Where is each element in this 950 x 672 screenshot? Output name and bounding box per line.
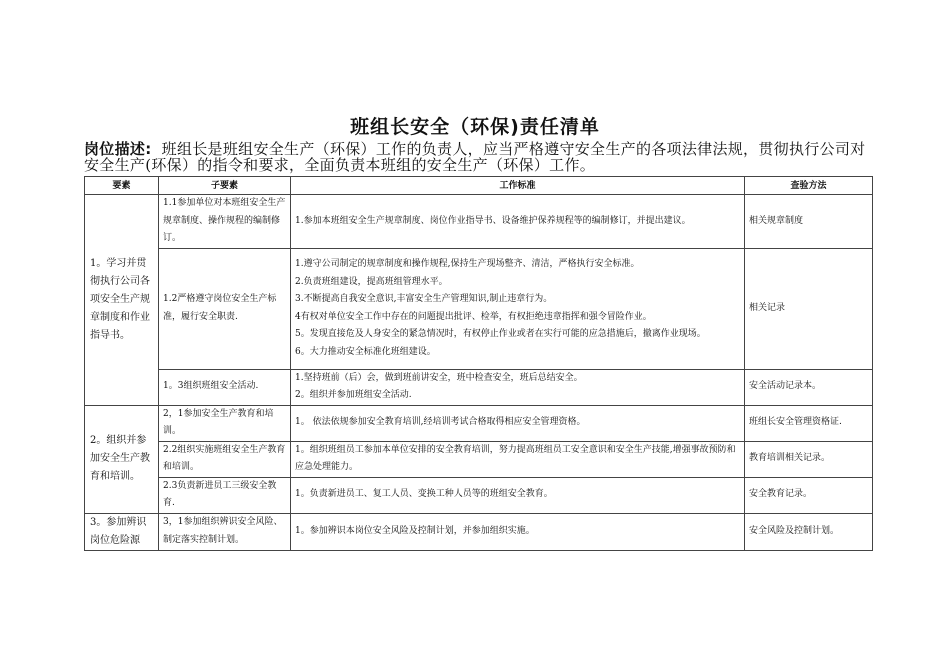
work-standard-cell — [291, 248, 745, 369]
description-text: 班组长是班组安全生产（环保）工作的负责人，应当严格遵守安全生产的各项法律法规，贯彻执行公司对安全生产(环保）的指令和要求，全面负责本班组的安全生产（环保）工作。 — [84, 140, 866, 174]
standard-item: 1。参加辨识本岗位安全风险及控制计划，并参加组织实施。 — [295, 525, 535, 536]
table-header-row — [85, 177, 873, 195]
sub-element-cell: 2.3负责新进员工三级安全教育. — [159, 477, 291, 513]
sub-element-cell: 1。3组织班组安全活动. — [159, 369, 291, 405]
element-cell: 3。参加辨识岗位危险源 — [85, 513, 159, 550]
sub-element-cell: 1.1参加单位对本班组安全生产规章制度、操作规程的编制修订。 — [159, 195, 291, 249]
table-row — [85, 248, 873, 369]
sub-element-cell: 2.2组织实施班组安全生产教育和培训。 — [159, 441, 291, 477]
standard-item: 6。大力推动安全标准化班组建设。 — [295, 346, 436, 357]
table-row — [85, 195, 873, 249]
standard-item: 1。负责新进员工、复工人员、变换工种人员等的班组安全教育。 — [295, 489, 553, 500]
standard-item: 3.不断提高自我安全意识,丰富安全生产管理知识,制止违章行为。 — [295, 294, 553, 304]
standard-item: 5。发现直接危及人身安全的紧急情况时，有权停止作业或者在实行可能的应急措施后，撤离作业现场。 — [295, 329, 706, 339]
work-standard-cell — [291, 513, 745, 550]
page-title: 班组长安全（环保)责任清单 — [350, 116, 600, 138]
standard-item: 1。组织班组员工参加本单位安排的安全教育培训，努力提高班组员工安全意识和安全生产技能,增强事故预防和应急处理能力。 — [295, 444, 736, 472]
header-element: 要素 — [85, 177, 159, 195]
table-row — [85, 477, 873, 513]
check-method-cell: 相关规章制度 — [745, 195, 873, 249]
standard-item: 2.负责班组建设，提高班组管理水平。 — [295, 276, 448, 287]
work-standard-cell — [291, 369, 745, 405]
check-method-cell: 相关记录 — [745, 248, 873, 369]
header-sub-element: 子要素 — [159, 177, 291, 195]
job-description — [84, 141, 872, 173]
check-method-cell: 安全教育记录。 — [745, 477, 873, 513]
sub-element-cell: 3，1参加组织辨识安全风险、制定落实控制计划。 — [159, 513, 291, 550]
element-cell: 1。学习并贯彻执行公司各项安全生产规章制度和作业指导书。 — [85, 195, 159, 406]
table-row — [85, 441, 873, 477]
work-standard-cell — [291, 405, 745, 441]
table-row — [85, 405, 873, 441]
responsibility-table — [84, 176, 873, 551]
table-row — [85, 513, 873, 550]
element-cell: 2。组织并参加安全生产教育和培训。 — [85, 405, 159, 513]
standard-item: 1.遵守公司制定的规章制度和操作规程,保持生产现场整齐、清洁，严格执行安全标准。 — [295, 259, 640, 269]
standard-item: 1.参加本班组安全生产规章制度、岗位作业指导书、设备维护保养规程等的编制修订，并提出建议。 — [295, 215, 691, 226]
header-check-method: 查验方法 — [745, 177, 873, 195]
standard-item: 1。 依法依规参加安全教育培训,经培训考试合格取得相应安全管理资格。 — [295, 417, 586, 428]
check-method-cell: 安全活动记录本。 — [745, 369, 873, 405]
table-row — [85, 369, 873, 405]
check-method-cell: 教育培训相关记录。 — [745, 441, 873, 477]
sub-element-cell: 2，1参加安全生产教育和培训。 — [159, 405, 291, 441]
description-label: 岗位描述: — [84, 140, 152, 158]
standard-item: 4有权对单位安全工作中存在的问题提出批评、检举，有权拒绝违章指挥和强令冒险作业。 — [295, 311, 652, 322]
work-standard-cell — [291, 195, 745, 249]
standard-item: 1.坚持班前（后）会，做到班前讲安全，班中检查安全，班后总结安全。 — [295, 372, 583, 383]
sub-element-cell: 1.2严格遵守岗位安全生产标准，履行安全职责. — [159, 248, 291, 369]
work-standard-cell — [291, 477, 745, 513]
standard-item: 2。组织并参加班组安全活动. — [295, 390, 412, 400]
check-method-cell: 安全风险及控制计划。 — [745, 513, 873, 550]
header-work-standard: 工作标准 — [291, 177, 745, 195]
check-method-cell: 班组长安全管理资格证. — [745, 405, 873, 441]
work-standard-cell — [291, 441, 745, 477]
